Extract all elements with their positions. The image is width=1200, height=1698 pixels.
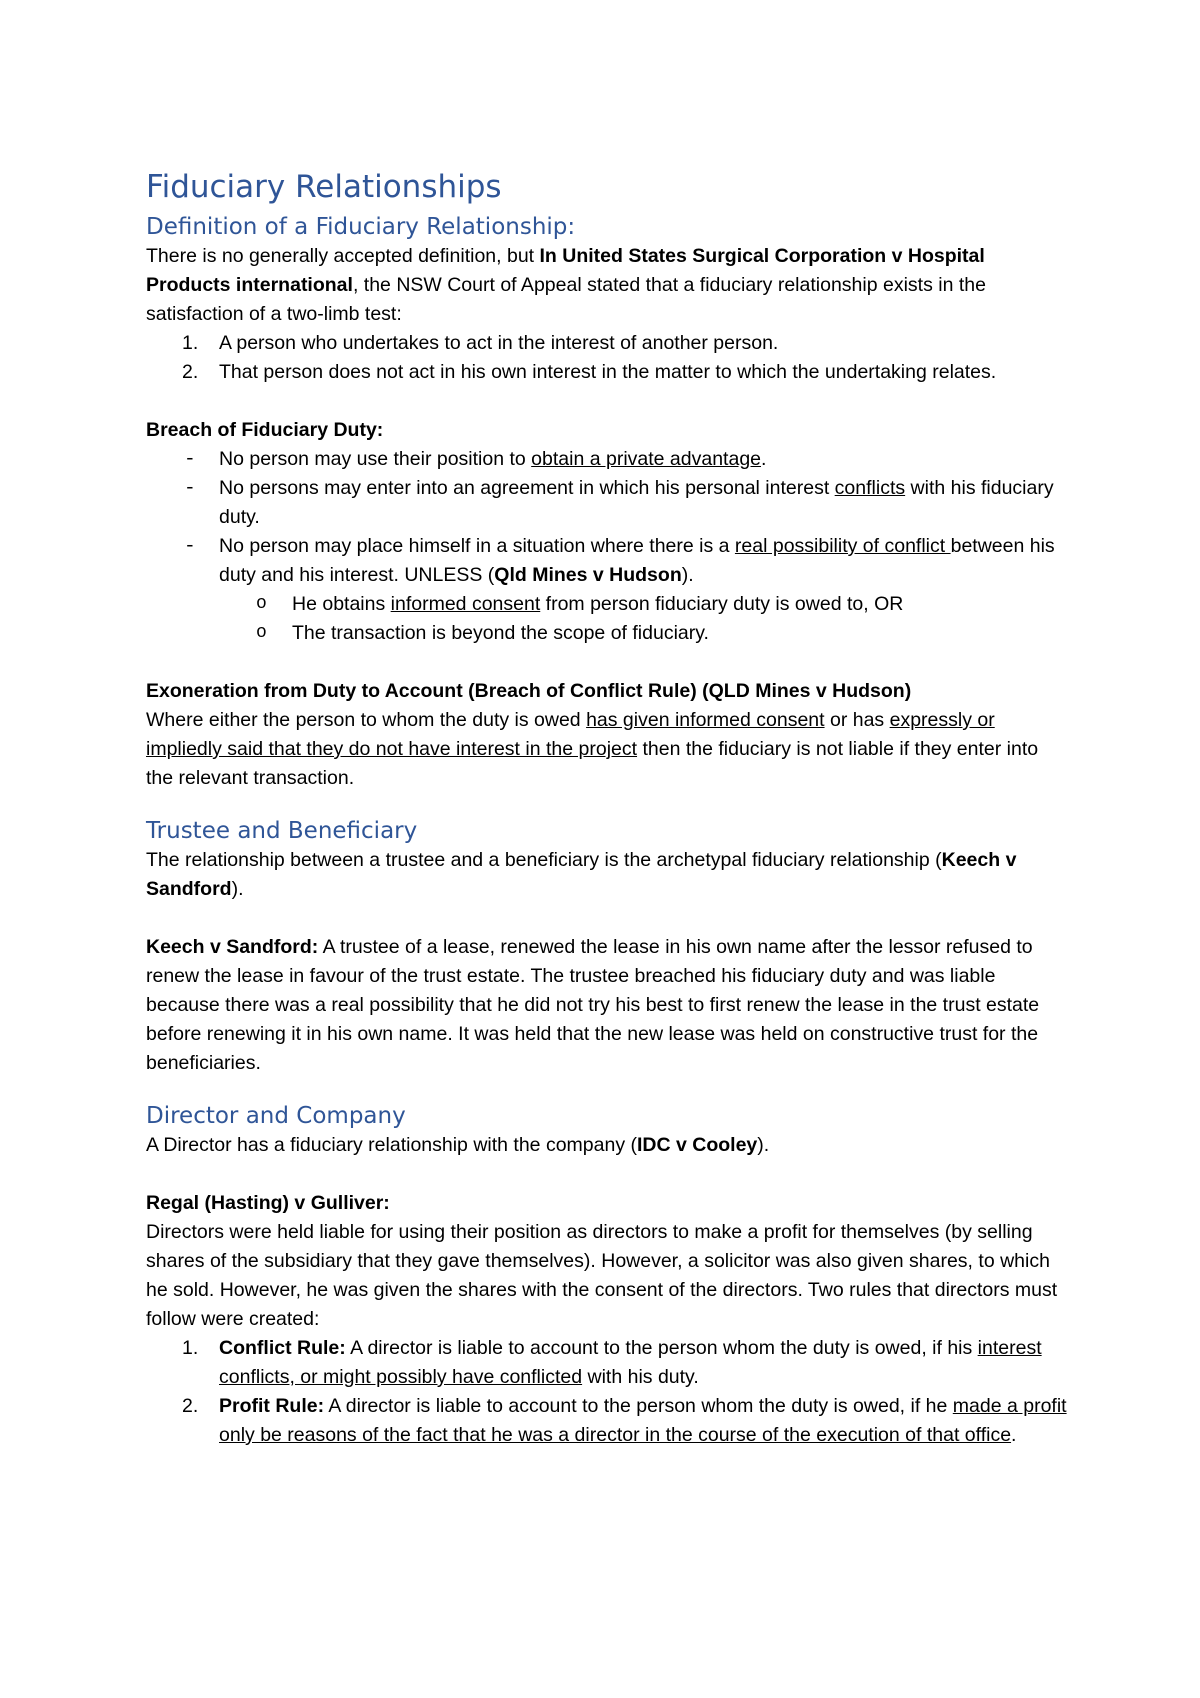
definition-heading: Definition of a Fiduciary Relationship:	[146, 214, 576, 240]
rule-label: Profit Rule:	[219, 1395, 325, 1417]
list-item-text-post: .	[761, 448, 767, 470]
list-item-text-pre: No persons may enter into an agreement in which his personal interest	[219, 477, 835, 499]
paragraph-text-1: Where either the person to whom the duty is owed	[146, 709, 587, 731]
spacer	[146, 1078, 1070, 1101]
keech-paragraph	[146, 933, 1070, 1078]
list-item	[146, 474, 1070, 532]
dash-bullet: -	[184, 448, 196, 470]
definition-intro-text-2: , the NSW Court of Appeal stated that a fiduciary relationship exists in the satisfaction of a two-limb test:	[146, 274, 986, 325]
underlined-text: interest conflicts, or might possibly have conflicted	[219, 1337, 1042, 1388]
rule-text-post: with his duty.	[582, 1366, 699, 1388]
paragraph-text-2: or has	[824, 709, 890, 731]
list-item	[146, 445, 1070, 474]
list-item	[146, 1392, 1070, 1450]
trustee-paragraph	[146, 846, 1070, 904]
spacer	[146, 793, 1070, 816]
list-item-text-pre: No person may use their position to	[219, 448, 532, 470]
case-name: Keech v Sandford	[146, 849, 1017, 900]
spacer	[146, 1160, 1070, 1189]
sublist-item-text-post: from person fiduciary duty is owed to, OR	[540, 593, 904, 615]
sublist-item-text-pre: He obtains	[292, 593, 391, 615]
exoneration-heading-text: Exoneration from Duty to Account (Breach of Conflict Rule) (QLD Mines v Hudson)	[146, 680, 912, 702]
director-rules-list	[146, 1334, 1070, 1450]
spacer	[146, 387, 1070, 416]
list-item	[146, 532, 1070, 590]
list-item-text-pre: No person may place himself in a situation where there is a	[219, 535, 735, 557]
rule-text-post: .	[1011, 1424, 1017, 1446]
list-item	[146, 329, 1070, 358]
paragraph-text-2: ).	[231, 878, 244, 900]
definition-intro-case: In United States Surgical Corporation v Hospital Products international	[146, 245, 985, 296]
regal-label: Regal (Hasting) v Gulliver:	[146, 1192, 390, 1214]
paragraph-text-1: A Director has a fiduciary relationship with the company (	[146, 1134, 637, 1156]
circle-bullet: o	[256, 594, 267, 614]
sublist-item	[146, 590, 1070, 619]
sublist-item-text: The transaction is beyond the scope of fiduciary.	[292, 622, 709, 644]
case-name: IDC v Cooley	[636, 1134, 758, 1156]
list-item-text: A person who undertakes to act in the interest of another person.	[219, 332, 779, 354]
underlined-text: made a profit only be reasons of the fact that he was a director in the course of the execution of that office	[219, 1395, 1067, 1446]
trustee-heading: Trustee and Beneficiary	[146, 818, 418, 844]
breach-heading	[146, 416, 1070, 445]
keech-text: A trustee of a lease, renewed the lease in his own name after the lessor refused to renew the lease in favour of the trust estate. The trustee breached his fiduciary duty and was liable because there was a real possibility that he did not try his best to first renew the lease in the trust estate before renewing it in his own name. It was held that the new lease was held on constructive trust for the beneficiaries.	[146, 936, 1040, 1074]
list-number: 1.	[182, 332, 199, 354]
unless-sublist	[146, 590, 1070, 648]
sublist-item	[146, 619, 1070, 648]
breach-list	[146, 445, 1070, 590]
document-title: Fiduciary Relationships	[146, 169, 502, 205]
exoneration-heading	[146, 677, 1070, 706]
underlined-text: conflicts	[834, 477, 906, 499]
list-item-text-post: ).	[681, 564, 694, 586]
underlined-text: has given informed consent	[586, 709, 825, 731]
breach-heading-text: Breach of Fiduciary Duty:	[146, 419, 384, 441]
rule-label: Conflict Rule:	[219, 1337, 346, 1359]
exoneration-paragraph	[146, 706, 1070, 793]
list-number: 1.	[182, 1337, 199, 1359]
case-name: Qld Mines v Hudson	[494, 564, 682, 586]
list-number: 2.	[182, 1395, 199, 1417]
list-item-text: That person does not act in his own interest in the matter to which the undertaking relates.	[219, 361, 997, 383]
list-item-text-mid: between his duty and his interest. UNLESS (	[219, 535, 1055, 586]
keech-label: Keech v Sandford:	[146, 936, 319, 958]
list-item	[146, 1334, 1070, 1392]
rule-text-pre: A director is liable to account to the person whom the duty is owed, if his	[345, 1337, 978, 1359]
regal-paragraph: Directors were held liable for using their position as directors to make a profit for themselves (by selling shares of the subsidiary that they gave themselves). However, a solicitor was also given shares, to which he sold. However, he was given the shares with the consent of the directors. Two rules that directors must follow were created:	[146, 1221, 1058, 1330]
circle-bullet: o	[256, 623, 267, 643]
list-item	[146, 358, 1070, 387]
definition-intro	[146, 242, 1070, 329]
paragraph-text-1: The relationship between a trustee and a beneficiary is the archetypal fiduciary relationship (	[146, 849, 942, 871]
two-limb-test-list	[146, 329, 1070, 387]
underlined-text: expressly or impliedly said that they do not have interest in the project	[146, 709, 995, 760]
underlined-text: informed consent	[390, 593, 541, 615]
paragraph-text-3: then the fiduciary is not liable if they enter into the relevant transaction.	[146, 738, 1039, 789]
director-heading: Director and Company	[146, 1103, 406, 1129]
rule-text-pre: A director is liable to account to the person whom the duty is owed, if he	[324, 1395, 953, 1417]
regal-heading	[146, 1189, 1070, 1218]
spacer	[146, 904, 1070, 933]
list-item-text-post: with his fiduciary duty.	[219, 477, 1054, 528]
dash-bullet: -	[184, 535, 196, 557]
definition-intro-text-1: There is no generally accepted definition, but	[146, 245, 540, 267]
underlined-text: obtain a private advantage	[531, 448, 762, 470]
spacer	[146, 648, 1070, 677]
underlined-text: real possibility of conflict	[734, 535, 951, 557]
list-number: 2.	[182, 361, 199, 383]
director-paragraph	[146, 1131, 1070, 1160]
dash-bullet: -	[184, 477, 196, 499]
paragraph-text-2: ).	[757, 1134, 770, 1156]
